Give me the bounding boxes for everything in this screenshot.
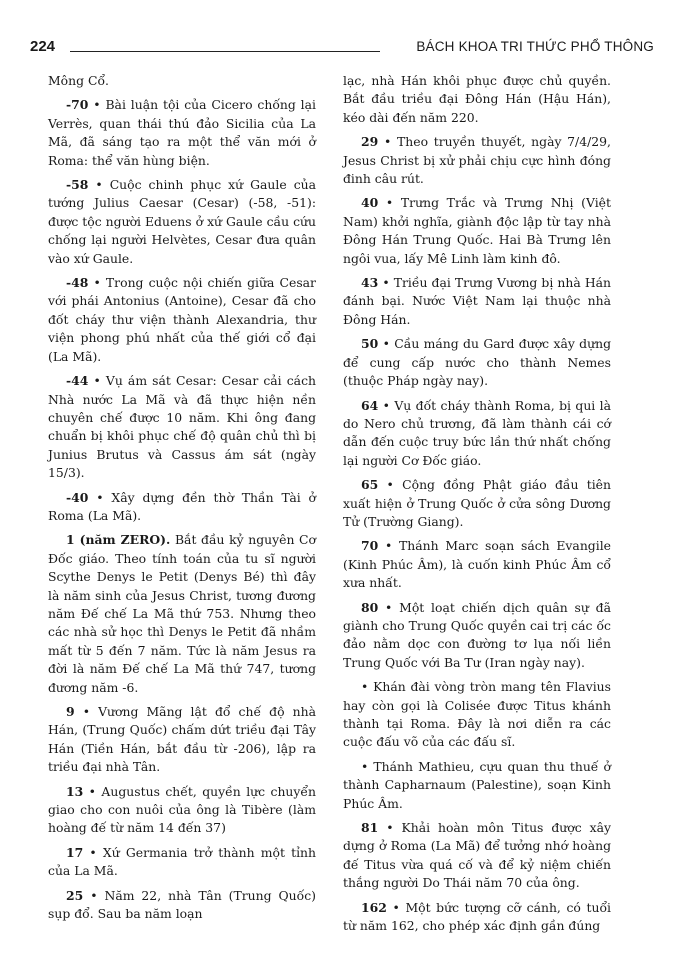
chronology-entry [48,531,316,697]
entry-text: Mông Cổ. [48,73,109,88]
entry-separator: • [378,275,394,291]
page-number: 224 [30,38,56,55]
entry-separator: • [88,489,112,505]
entry-year: 162 [361,899,387,915]
chronology-entry [48,887,316,924]
entry-text: Một bức tượng cỡ cánh, có tuổi từ năm 162, cho phép xác định gần đúng [343,899,612,934]
entry-year: -40 [66,489,89,505]
chronology-entry [48,489,316,526]
entry-text: lạc, nhà Hán khôi phục được chủ quyền. Bắt đầu triều đại Đông Hán (Hậu Hán), kéo dài đến năm 220. [343,73,611,125]
entry-separator: • [378,477,403,493]
chronology-entry [343,397,611,471]
entry-text: Một loạt chiến dịch quân sự đã giành cho Trung Quốc quyền cai trị các ốc đảo nằm dọc con đường tơ lụa nối liền Trung Quốc với Ba Tư (Iran ngày nay). [343,599,611,670]
chronology-entry [343,274,611,329]
entry-separator: • [83,844,103,860]
page-header [30,38,654,64]
entry-text: Bắt đầu kỷ nguyên Cơ Đốc giáo. Theo tính toán của tu sĩ người Scythe Denys le Petit (Denys Bé) thì đây là năm sinh của Jesus Christ, tương đương năm Đế chế La Mã thứ 753. Nhưng theo các nhà sử học thì Denys le Petit đã nhầm mất từ 5 đến 7 năm. Tức là năm Jesus ra đời là năm Đế chế La Mã thứ 747, tương đương năm -6. [48,532,316,695]
entry-year: 13 [66,783,84,799]
entry-text: Cầu máng du Gard được xây dựng để cung cấp nước cho thành Nemes (thuộc Pháp ngày nay). [343,336,612,389]
entry-separator: • [378,397,395,413]
entry-year: 29 [361,134,379,150]
entry-text: Cộng đồng Phật giáo đầu tiên xuất hiện ở Trung Quốc ở cửa sông Dương Tử (Trường Giang). [343,477,611,529]
chronology-entry [48,844,316,881]
entry-text: Vương Mãng lật đổ chế độ nhà Hán, (Trung Quốc) chấm dứt triều đại Tây Hán (Tiền Hán, bắt đầu từ -206), lập ra triều đại nhà Tân. [48,704,317,775]
entry-text: Vụ ám sát Cesar: Cesar cải cách Nhà nước La Mã và đã thực hiện nền chuyên chế được 10 năm. Khi ông đang chuẩn bị khôi phục chế độ quân chủ thì bị Junius Brutus và Cassus ám sát (ngày 15/3). [48,373,316,481]
chronology-entry [343,599,611,673]
entry-year: 64 [361,397,379,413]
left-column [48,72,316,929]
chronology-entry [343,678,611,752]
entry-year: 1 (năm ZERO). [66,532,171,548]
entry-year: 17 [66,844,84,860]
entry-text: Trong cuộc nội chiến giữa Cesar với phái Antonius (Antoine), Cesar đã cho đốt cháy thư viện thành Alexandria, thư viện phong phú nhất của thế giới cổ đại (La Mã). [48,275,316,364]
entry-text: Bài luận tội của Cicero chống lại Verrès, quan thái thú đảo Sicilia của La Mã, đã sáng tạo ra một thể văn mới ở Roma: thể văn hùng biện. [48,97,316,168]
entry-separator: • [88,177,110,193]
header-rule [70,51,380,52]
entry-separator: • [378,538,400,554]
entry-year: 80 [361,599,379,615]
entry-separator: • [88,97,106,113]
entry-text: Thánh Marc soạn sách Evangile (Kinh Phúc Âm), là cuốn kinh Phúc Âm cổ xưa nhất. [343,538,611,591]
entry-separator: • [88,373,106,389]
entry-separator: • [386,899,406,915]
entry-separator: • [378,820,402,836]
chronology-entry [343,476,611,531]
entry-year: 65 [361,477,379,493]
entry-separator: • [88,275,106,291]
right-column [343,72,611,941]
entry-text: Khải hoàn môn Titus được xây dựng ở Roma (La Mã) để tưởng nhớ hoàng đế Titus vừa quá cố và để kỷ niệm chiến thắng người Do Thái năm 70 của ông. [343,820,611,891]
chronology-entry [48,176,316,268]
chronology-entry [343,819,611,893]
chronology-entry [343,72,611,127]
entry-year: -70 [66,97,89,113]
chronology-entry [48,703,316,777]
entry-text: Augustus chết, quyền lực chuyển giao cho con nuôi của ông là Tibère (làm hoàng đế từ năm 14 đến 37) [48,783,317,836]
chronology-entry [343,899,611,936]
entry-year: 9 [66,704,75,719]
entry-separator: • [378,599,400,615]
entry-text: Xây dựng đền thờ Thần Tài ở Roma (La Mã). [48,489,317,523]
chronology-entry [343,335,611,390]
entry-year: 43 [361,275,379,291]
entry-separator: • [378,336,395,352]
entry-text: Năm 22, nhà Tân (Trung Quốc) sụp đổ. Sau ba năm loạn [48,887,317,922]
chronology-entry [48,96,316,170]
entry-year: 25 [66,887,84,903]
entry-separator: • [378,134,397,150]
entry-separator: • [83,783,102,799]
entry-text: Triều đại Trưng Vương bị nhà Hán đánh bại. Nước Việt Nam lại thuộc nhà Đông Hán. [343,275,612,327]
chronology-entry [48,274,316,366]
entry-year: 81 [361,820,379,836]
chronology-entry [48,783,316,838]
chronology-entry [343,133,611,188]
entry-year: 40 [361,195,379,211]
chronology-entry [48,72,316,90]
entry-text: Xứ Germania trở thành một tỉnh của La Mã. [48,844,317,879]
chronology-entry [343,194,611,268]
entry-year: -44 [66,373,89,389]
entry-separator: • [74,704,99,719]
running-title: BÁCH KHOA TRI THỨC PHỔ THÔNG [416,39,654,54]
entry-text: Vụ đốt cháy thành Roma, bị qui là do Nero chủ trương, đã làm thành cái cớ dẫn đến cuộc truy bức lần thứ nhất chống lại người Cơ Đốc giáo. [343,397,612,468]
entry-text: Trưng Trắc và Trưng Nhị (Việt Nam) khởi nghĩa, giành độc lập từ tay nhà Đông Hán Trung Quốc. Hai Bà Trưng lên ngôi vua, lấy Mê Linh làm kinh đô. [343,195,611,266]
chronology-entry [343,758,611,813]
entry-text: Theo truyền thuyết, ngày 7/4/29, Jesus Christ bị xử phải chịu cực hình đóng đinh câu rút. [343,134,611,187]
entry-separator: • [378,195,401,211]
entry-year: -48 [66,275,89,291]
entry-separator: • [83,887,105,903]
entry-text: • Khán đài vòng tròn mang tên Flavius hay còn gọi là Colisée được Titus khánh thành tại Roma. Đây là nơi diễn ra các cuộc đấu võ của các đấu sĩ. [343,679,611,750]
entry-year: 70 [361,538,379,554]
entry-year: -58 [66,177,89,193]
chronology-entry [343,537,611,592]
entry-text: • Thánh Mathieu, cựu quan thu thuế ở thành Capharnaum (Palestine), soạn Kinh Phúc Âm. [343,758,611,811]
entry-year: 50 [361,336,379,352]
chronology-entry [48,372,316,482]
entry-text: Cuộc chinh phục xứ Gaule của tướng Julius Caesar (Cesar) (-58, -51): được tộc người Eduens ở xứ Gaule cầu cứu chống lại người Helvètes, Cesar đưa quân vào xứ Gaule. [48,177,316,266]
